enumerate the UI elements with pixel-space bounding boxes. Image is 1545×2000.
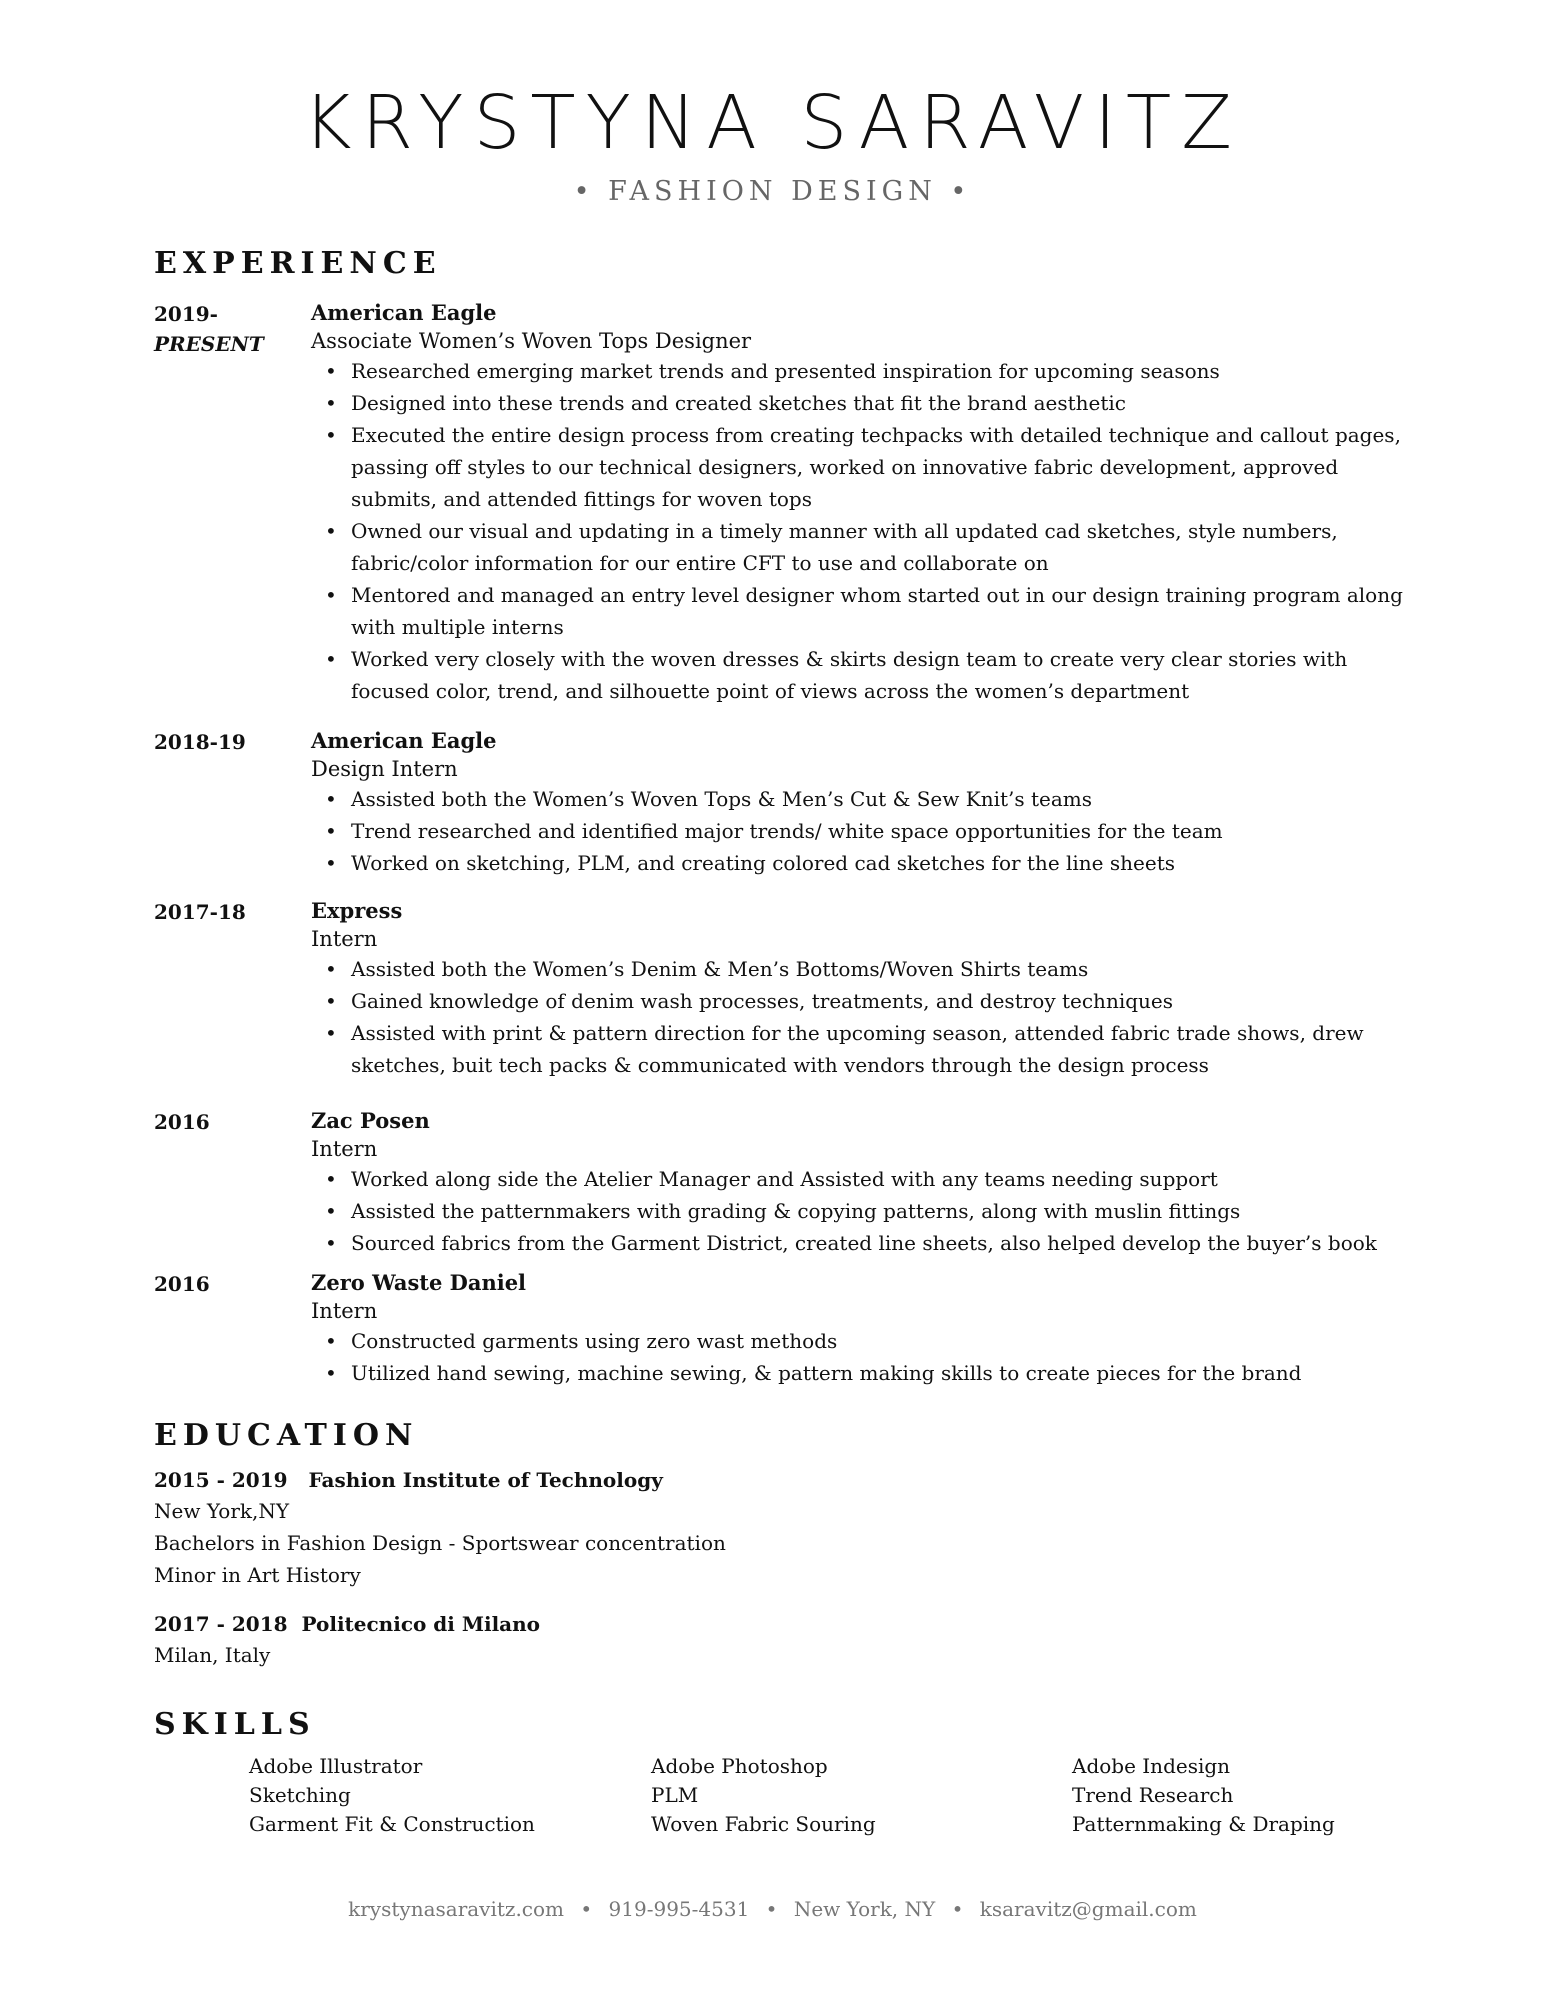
job-bullet: • Researched emerging market trends and presented inspiration for upcoming seasons: [311, 355, 1411, 387]
job-bullets: [311, 355, 1411, 707]
job-bullet: • Worked along side the Atelier Manager and Assisted with any teams needing support: [311, 1163, 1411, 1195]
education-detail: Milan, Italy: [154, 1643, 271, 1667]
job-bullets: [311, 1325, 1411, 1389]
job-bullet: • Utilized hand sewing, machine sewing, & pattern making skills to create pieces for the brand: [311, 1357, 1411, 1389]
job-date: [154, 299, 304, 359]
skills-column: [1072, 1752, 1335, 1839]
education-heading: EDUCATION: [154, 1418, 419, 1453]
job-date: 2018-19: [154, 730, 246, 754]
skill-item: Adobe Indesign: [1072, 1754, 1231, 1778]
education-detail: Minor in Art History: [154, 1563, 361, 1587]
job-bullet: • Worked on sketching, PLM, and creating colored cad sketches for the line sheets: [311, 847, 1411, 879]
location-text: New York, NY: [793, 1897, 936, 1921]
education-school: Fashion Institute of Technology: [308, 1468, 663, 1492]
education-detail: New York,NY: [154, 1499, 290, 1523]
job-bullet: • Sourced fabrics from the Garment District, created line sheets, also helped develop the buyer’s book: [311, 1227, 1411, 1259]
experience-heading: EXPERIENCE: [154, 246, 442, 281]
skill-item: Garment Fit & Construction: [249, 1812, 535, 1836]
job-bullet: • Assisted the patternmakers with grading & copying patterns, along with muslin fittings: [311, 1195, 1411, 1227]
job-company: Zac Posen: [311, 1108, 430, 1133]
skill-item: PLM: [651, 1783, 699, 1807]
job-role: Design Intern: [311, 757, 458, 781]
job-bullets: [311, 783, 1411, 879]
education-entry: [154, 1609, 1154, 1671]
footer-separator: •: [951, 1897, 964, 1921]
phone-number: 919-995-4531: [608, 1897, 750, 1921]
skills-column: [651, 1752, 876, 1839]
skill-item: Trend Research: [1072, 1783, 1234, 1807]
contact-footer: [0, 1897, 1545, 1921]
skill-item: Patternmaking & Draping: [1072, 1812, 1335, 1836]
job-date-end: PRESENT: [154, 332, 264, 356]
job-bullet: • Owned our visual and updating in a timely manner with all updated cad sketches, style numbers, fabric/color information for our entire CFT to use and collaborate on: [311, 515, 1411, 579]
education-entry: [154, 1465, 1154, 1591]
job-bullet: • Executed the entire design process from creating techpacks with detailed technique and callout pages, passing off styles to our technical designers, worked on innovative fabric development, approved submits, and attended fittings for woven tops: [311, 419, 1411, 515]
education-years: 2015 - 2019: [154, 1468, 288, 1492]
education-school: Politecnico di Milano: [301, 1612, 541, 1636]
job-bullet: • Assisted both the Women’s Woven Tops & Men’s Cut & Sew Knit’s teams: [311, 783, 1411, 815]
footer-separator: •: [765, 1897, 778, 1921]
job-bullet: • Worked very closely with the woven dresses & skirts design team to create very clear stories with focused color, trend, and silhouette point of views across the women’s department: [311, 643, 1411, 707]
education-head: [154, 1465, 1154, 1495]
website-link[interactable]: krystynasaravitz.com: [348, 1897, 565, 1921]
job-bullets: [311, 1163, 1411, 1259]
job-date: 2016: [154, 1272, 210, 1296]
job-bullet: • Constructed garments using zero wast methods: [311, 1325, 1411, 1357]
job-company: American Eagle: [311, 728, 497, 753]
job-bullet: • Trend researched and identified major trends/ white space opportunities for the team: [311, 815, 1411, 847]
job-bullet: • Designed into these trends and created sketches that fit the brand aesthetic: [311, 387, 1411, 419]
skills-heading: SKILLS: [154, 1707, 316, 1742]
job-role: Intern: [311, 927, 378, 951]
job-date: 2017-18: [154, 900, 246, 924]
skills-column: [249, 1752, 535, 1839]
education-detail: Bachelors in Fashion Design - Sportswear concentration: [154, 1531, 726, 1555]
candidate-subtitle: • FASHION DESIGN •: [573, 176, 972, 207]
skill-item: Woven Fabric Souring: [651, 1812, 876, 1836]
job-company: Express: [311, 898, 403, 923]
job-bullet: • Assisted with print & pattern direction for the upcoming season, attended fabric trade shows, drew sketches, buit tech packs & communicated with vendors through the design process: [311, 1017, 1411, 1081]
education-years: 2017 - 2018: [154, 1612, 288, 1636]
education-head: [154, 1609, 1154, 1639]
skill-item: Adobe Photoshop: [651, 1754, 828, 1778]
job-bullet: • Gained knowledge of denim wash processes, treatments, and destroy techniques: [311, 985, 1411, 1017]
job-role: Intern: [311, 1299, 378, 1323]
footer-separator: •: [580, 1897, 593, 1921]
job-bullet: • Assisted both the Women’s Denim & Men’s Bottoms/Woven Shirts teams: [311, 953, 1411, 985]
email-link[interactable]: ksaravitz@gmail.com: [979, 1897, 1197, 1921]
job-bullets: [311, 953, 1411, 1081]
job-role: Intern: [311, 1137, 378, 1161]
skills-grid: [249, 1752, 1399, 1852]
candidate-name: KRYSTYNA SARAVITZ: [303, 80, 1242, 166]
job-company: Zero Waste Daniel: [311, 1270, 527, 1295]
job-date: 2016: [154, 1110, 210, 1134]
job-company: American Eagle: [311, 300, 497, 325]
job-bullet: • Mentored and managed an entry level designer whom started out in our design training program along with multiple interns: [311, 579, 1411, 643]
skill-item: Adobe Illustrator: [249, 1754, 423, 1778]
job-date-start: 2019-: [154, 302, 218, 326]
skill-item: Sketching: [249, 1783, 351, 1807]
job-role: Associate Women’s Woven Tops Designer: [311, 329, 752, 353]
